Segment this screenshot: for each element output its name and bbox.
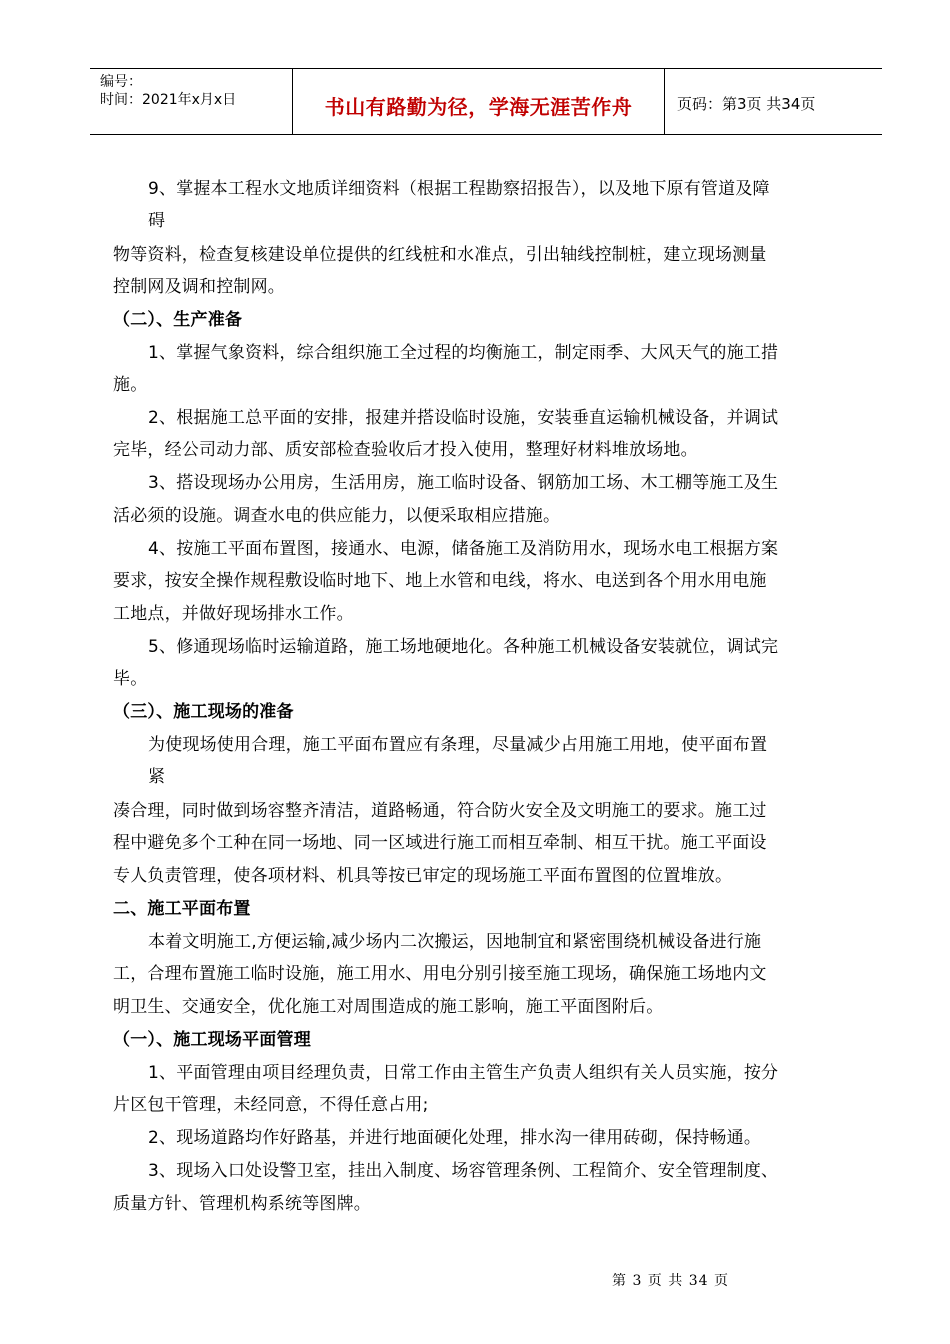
paragraph-line: 9、掌握本工程水文地质详细资料（根据工程勘察招报告），以及地下原有管道及障 — [148, 179, 770, 199]
paragraph-line: 明卫生、交通安全，优化施工对周围造成的施工影响，施工平面图附后。 — [113, 997, 664, 1017]
page-footer: 第 3 页 共 34 页 — [612, 1273, 729, 1289]
paragraph-line: 片区包干管理，未经同意，不得任意占用; — [113, 1095, 429, 1115]
section-heading: 二、施工平面布置 — [113, 899, 251, 919]
paragraph-line: 紧 — [148, 767, 166, 787]
paragraph-line: 2、现场道路均作好路基，并进行地面硬化处理，排水沟一律用砖砌，保持畅通。 — [148, 1128, 762, 1148]
paragraph-line: 工地点，并做好现场排水工作。 — [113, 604, 354, 624]
paragraph-line: 专人负责管理，使各项材料、机具等按已审定的现场施工平面布置图的位置堆放。 — [113, 866, 733, 886]
paragraph-line: 质量方针、管理机构系统等图牌。 — [113, 1194, 371, 1214]
paragraph-line: 2、根据施工总平面的安排，报建并搭设临时设施，安装垂直运输机械设备，并调试 — [148, 408, 779, 428]
page-header — [90, 68, 882, 135]
paragraph-line: 4、按施工平面布置图，接通水、电源，储备施工及消防用水，现场水电工根据方案 — [148, 539, 779, 559]
paragraph-line: 1、掌握气象资料，综合组织施工全过程的均衡施工，制定雨季、大风天气的施工措 — [148, 343, 779, 363]
paragraph-line: 3、搭设现场办公用房，生活用房，施工临时设备、钢筋加工场、木工棚等施工及生 — [148, 473, 779, 493]
section-heading: （一）、施工现场平面管理 — [113, 1030, 311, 1050]
header-page-info: 页码：第3页 共34页 — [677, 95, 816, 113]
paragraph-line: 要求，按安全操作规程敷设临时地下、地上水管和电线，将水、电送到各个用水用电施 — [113, 571, 767, 591]
paragraph-line: 毕。 — [113, 669, 148, 689]
paragraph-line: 碍 — [148, 211, 166, 231]
header-number-label: 编号： — [100, 74, 142, 90]
paragraph-line: 1、平面管理由项目经理负责，日常工作由主管生产负责人组织有关人员实施，按分 — [148, 1063, 779, 1083]
paragraph-line: 为使现场使用合理，施工平面布置应有条理，尽量减少占用施工用地，使平面布置 — [148, 735, 768, 755]
paragraph-line: 凑合理，同时做到场容整齐清洁，道路畅通，符合防火安全及文明施工的要求。施工过 — [113, 801, 767, 821]
section-heading: （三）、施工现场的准备 — [113, 702, 294, 722]
header-time-label: 时间：2021年x月x日 — [100, 92, 237, 108]
paragraph-line: 本着文明施工,方便运输,减少场内二次搬运，因地制宜和紧密围绕机械设备进行施 — [148, 932, 762, 952]
paragraph-line: 5、修通现场临时运输道路，施工场地硬地化。各种施工机械设备安装就位，调试完 — [148, 637, 779, 657]
paragraph-line: 完毕，经公司动力部、质安部检查验收后才投入使用，整理好材料堆放场地。 — [113, 440, 698, 460]
paragraph-line: 程中避免多个工种在同一场地、同一区域进行施工而相互牵制、相互干扰。施工平面设 — [113, 833, 767, 853]
paragraph-line: 工，合理布置施工临时设施，施工用水、用电分别引接至施工现场，确保施工场地内文 — [113, 964, 767, 984]
paragraph-line: 控制网及调和控制网。 — [113, 277, 285, 297]
paragraph-line: 活必须的设施。调查水电的供应能力，以便采取相应措施。 — [113, 506, 561, 526]
header-motto-cell — [293, 69, 665, 134]
paragraph-line: 施。 — [113, 375, 148, 395]
header-meta — [90, 69, 293, 134]
header-motto: 书山有路勤为径，学海无涯苦作舟 — [324, 95, 633, 119]
paragraph-line: 物等资料，检查复核建设单位提供的红线桩和水准点，引出轴线控制桩，建立现场测量 — [113, 245, 767, 265]
paragraph-line: 3、现场入口处设警卫室，挂出入制度、场容管理条例、工程简介、安全管理制度、 — [148, 1161, 779, 1181]
header-page-cell — [665, 69, 882, 134]
section-heading: （二）、生产准备 — [113, 310, 243, 330]
